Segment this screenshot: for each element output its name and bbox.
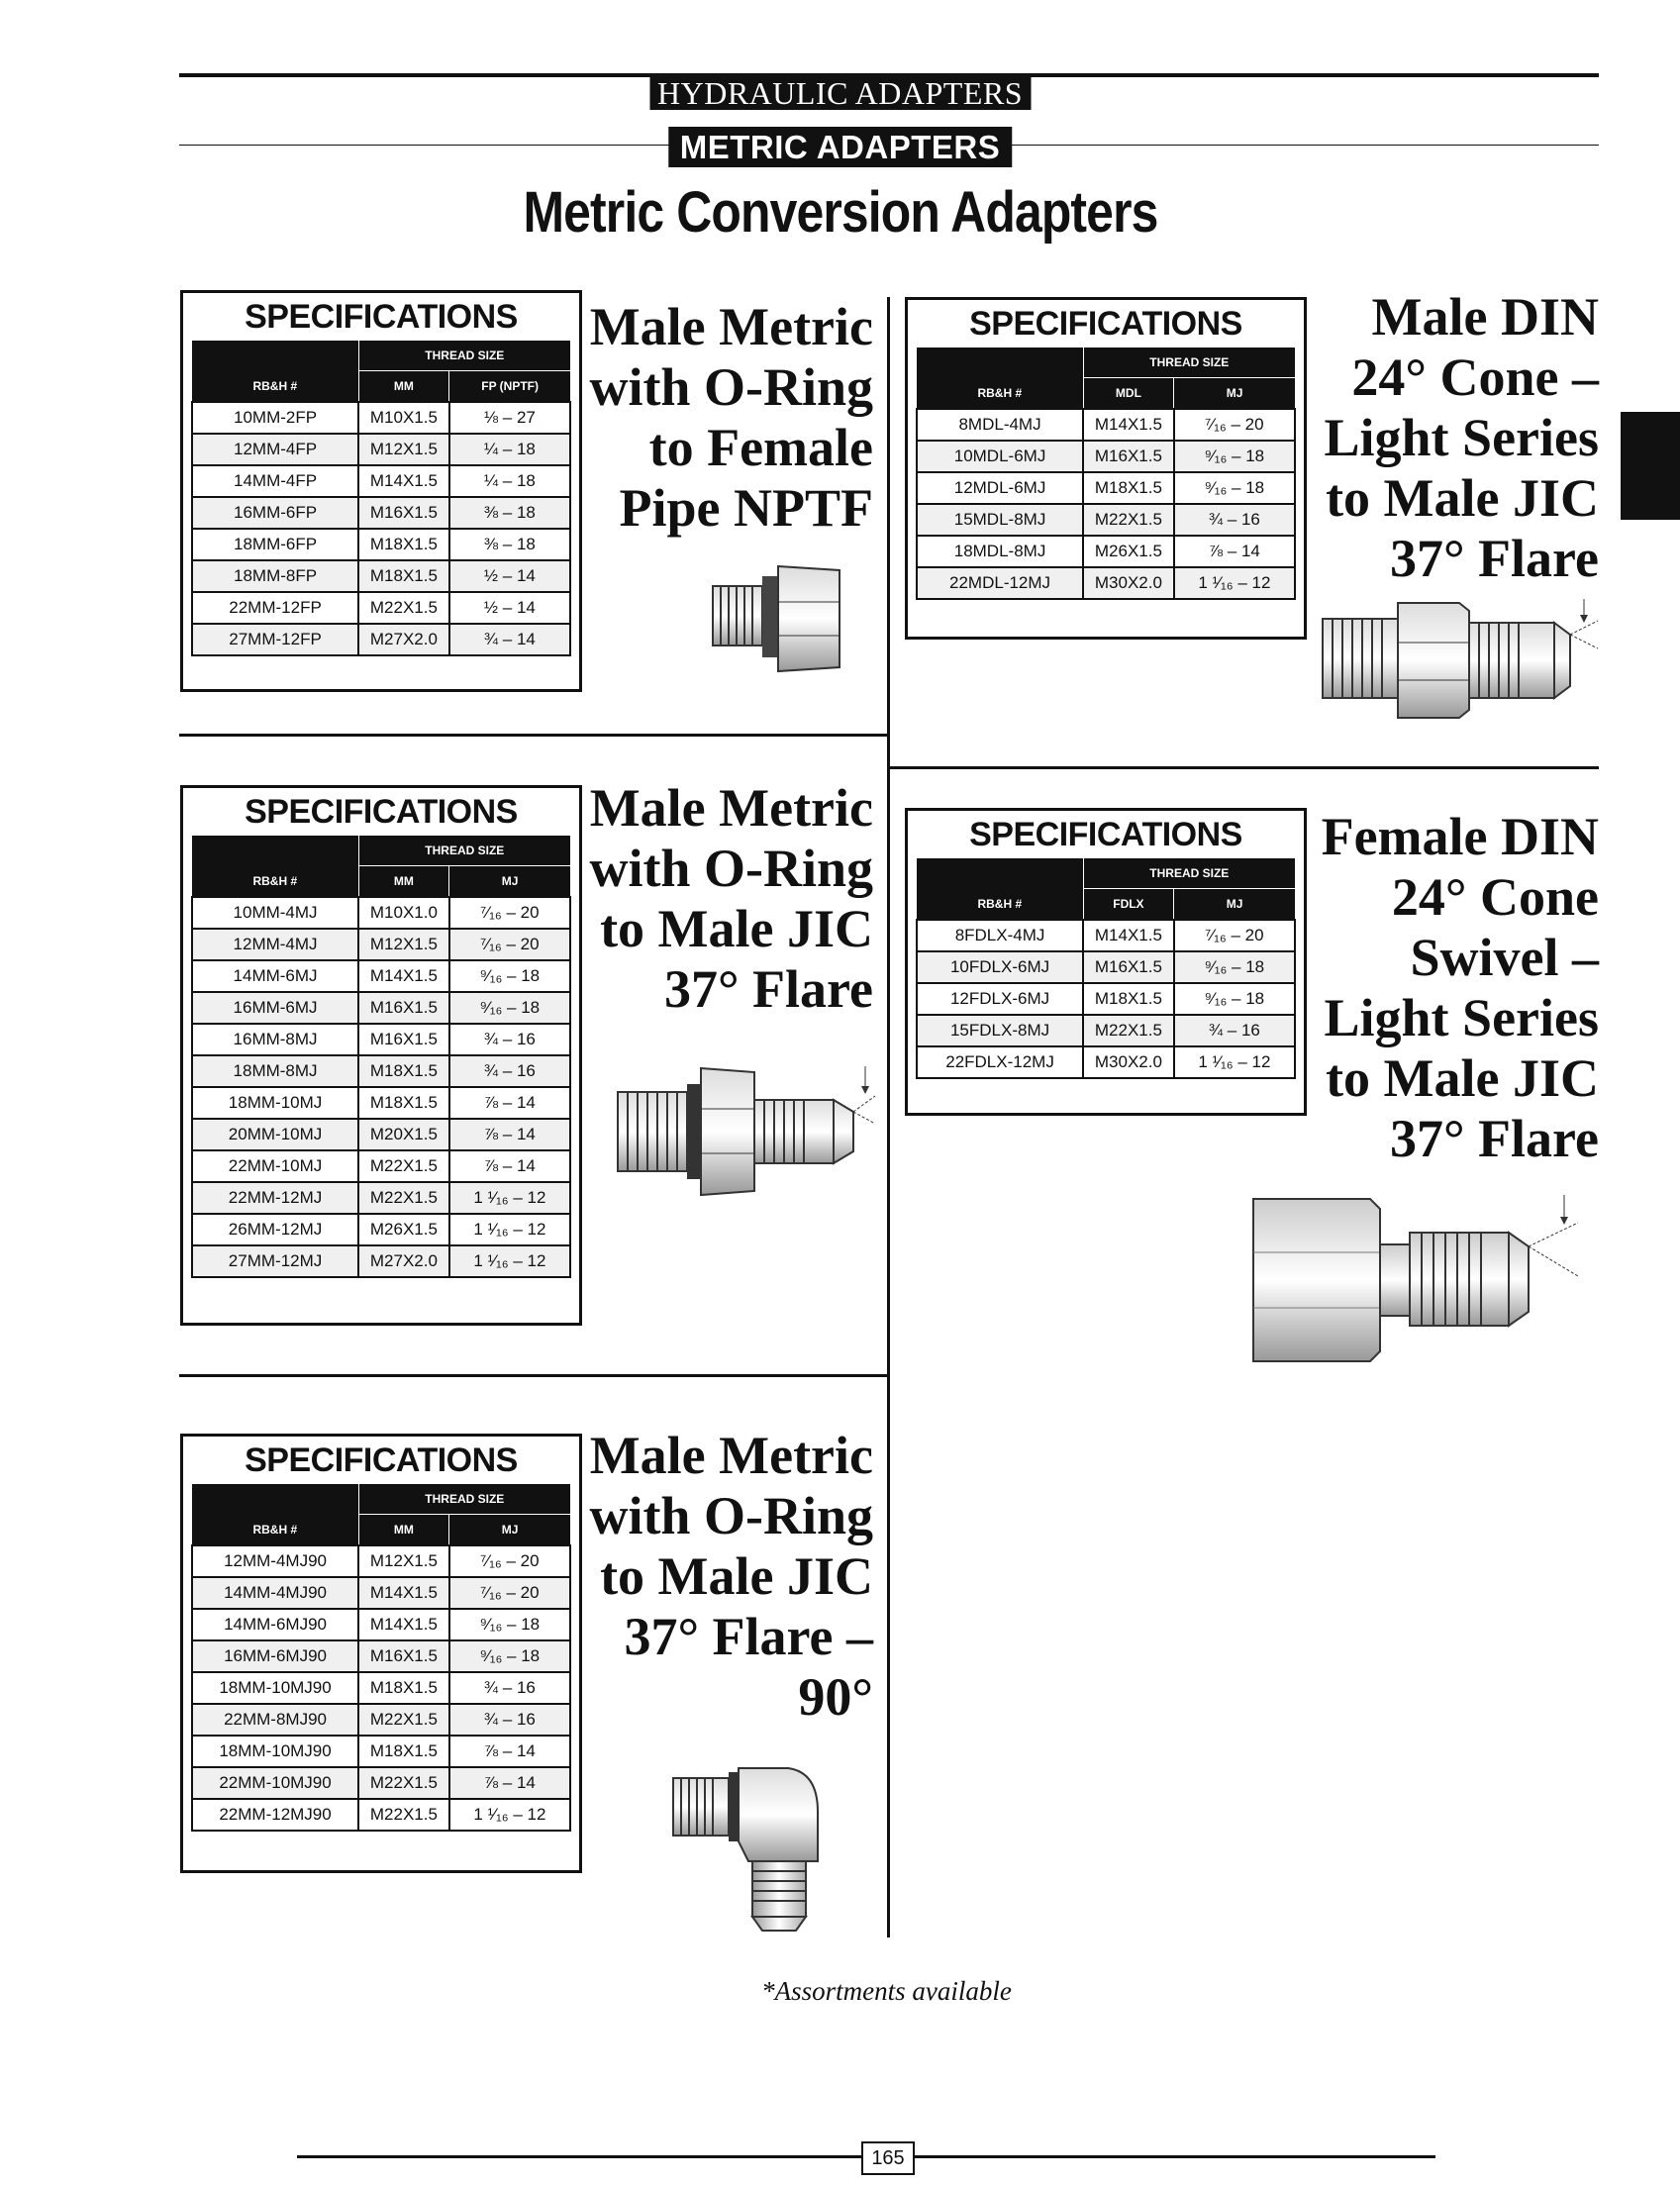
part-number-cell: 15FDLX-8MJ — [917, 1015, 1083, 1046]
inch-thread-cell: ½ – 14 — [449, 592, 570, 624]
product-title-mm-mj90 — [584, 1426, 873, 1728]
metric-thread-cell: M14X1.5 — [358, 465, 449, 497]
title-line: with O-Ring — [589, 839, 873, 898]
part-number-cell: 26MM-12MJ — [192, 1214, 358, 1245]
metric-thread-cell: M14X1.5 — [358, 1609, 449, 1640]
part-number-cell: 22MM-12MJ90 — [192, 1799, 358, 1831]
inch-thread-cell: ⅞ – 14 — [449, 1736, 570, 1767]
inch-thread-cell: ⁹⁄₁₆ – 18 — [1174, 472, 1295, 504]
title-line: Male Metric — [589, 297, 873, 356]
part-number-cell: 12FDLX-6MJ — [917, 983, 1083, 1015]
inch-thread-cell: ¾ – 16 — [449, 1672, 570, 1704]
fitting-image-mm-mj — [616, 1064, 878, 1198]
table-row — [917, 920, 1295, 951]
metric-thread-cell: M22X1.5 — [1083, 1015, 1174, 1046]
title-line: 37° Flare — [1389, 1109, 1599, 1168]
metric-thread-cell: M27X2.0 — [358, 624, 449, 655]
part-number-cell: 14MM-6MJ — [192, 960, 358, 992]
col-header-fp: FP (NPTF) — [449, 371, 570, 403]
metric-thread-cell: M20X1.5 — [358, 1119, 449, 1150]
metric-thread-cell: M14X1.5 — [358, 1577, 449, 1609]
page-number: 165 — [861, 2141, 915, 2175]
spec-title: SPECIFICATIONS — [969, 305, 1242, 343]
title-line: 37° Flare — [663, 959, 873, 1019]
metric-thread-cell: M22X1.5 — [358, 1182, 449, 1214]
title-line: with O-Ring — [589, 357, 873, 417]
inch-thread-cell: 1 ¹⁄₁₆ – 12 — [449, 1245, 570, 1277]
table-row — [192, 1245, 570, 1277]
col-header-blank — [192, 836, 358, 866]
metric-thread-cell: M22X1.5 — [358, 1767, 449, 1799]
spec-table-mm-fp — [180, 290, 582, 692]
table-row — [917, 409, 1295, 441]
inch-thread-cell: ⅛ – 27 — [449, 402, 570, 434]
inch-thread-cell: 1 ¹⁄₁₆ – 12 — [449, 1799, 570, 1831]
inch-thread-cell: ⁷⁄₁₆ – 20 — [1174, 920, 1295, 951]
inch-thread-cell: ¾ – 14 — [449, 624, 570, 655]
inch-thread-cell: ⁹⁄₁₆ – 18 — [449, 960, 570, 992]
title-line: 37° Flare — [1389, 529, 1599, 588]
thread-size-header: THREAD SIZE — [1083, 858, 1295, 889]
metric-thread-cell: M26X1.5 — [358, 1214, 449, 1245]
metric-thread-cell: M22X1.5 — [358, 1150, 449, 1182]
table-row — [192, 897, 570, 929]
inch-thread-cell: ¾ – 16 — [1174, 1015, 1295, 1046]
table-row — [917, 567, 1295, 599]
table-row — [192, 1767, 570, 1799]
inch-thread-cell: ¾ – 16 — [449, 1055, 570, 1087]
metric-thread-cell: M16X1.5 — [358, 497, 449, 529]
title-line: Pipe NPTF — [619, 478, 873, 538]
table-row — [192, 960, 570, 992]
spec-title: SPECIFICATIONS — [245, 298, 518, 336]
category-label: HYDRAULIC ADAPTERS — [649, 76, 1031, 110]
inch-thread-cell: ⁹⁄₁₆ – 18 — [1174, 441, 1295, 472]
title-line: 37° Flare – — [624, 1607, 873, 1666]
fitting-image-mdl-mj — [1321, 599, 1603, 723]
title-line: Light Series — [1324, 408, 1599, 467]
metric-thread-cell: M26X1.5 — [1083, 536, 1174, 567]
table-row — [192, 1799, 570, 1831]
product-title-mm-fp — [584, 297, 873, 539]
inch-thread-cell: ⅜ – 18 — [449, 497, 570, 529]
part-number-cell: 18MM-6FP — [192, 529, 358, 560]
left-divider-2 — [179, 1374, 888, 1377]
metric-thread-cell: M12X1.5 — [358, 434, 449, 465]
metric-thread-cell: M12X1.5 — [358, 929, 449, 960]
col-header-blank — [917, 858, 1083, 889]
table-row — [192, 624, 570, 655]
table-row — [917, 951, 1295, 983]
table-row — [917, 536, 1295, 567]
inch-thread-cell: 1 ¹⁄₁₆ – 12 — [449, 1214, 570, 1245]
table-row — [917, 1015, 1295, 1046]
metric-thread-cell: M18X1.5 — [358, 1672, 449, 1704]
thread-size-header: THREAD SIZE — [358, 1484, 570, 1515]
metric-thread-cell: M12X1.5 — [358, 1545, 449, 1577]
part-number-cell: 18MM-10MJ — [192, 1087, 358, 1119]
part-number-cell: 22MM-10MJ90 — [192, 1767, 358, 1799]
metric-thread-cell: M16X1.5 — [1083, 441, 1174, 472]
metric-thread-cell: M22X1.5 — [358, 1799, 449, 1831]
table-row — [192, 1119, 570, 1150]
part-number-cell: 10MM-4MJ — [192, 897, 358, 929]
col-header-rbh: RB&H # — [192, 1515, 358, 1546]
title-line: Swivel – — [1410, 928, 1599, 987]
part-number-cell: 27MM-12MJ — [192, 1245, 358, 1277]
part-number-cell: 18MM-8FP — [192, 560, 358, 592]
inch-thread-cell: ⁷⁄₁₆ – 20 — [449, 897, 570, 929]
table-row — [192, 402, 570, 434]
table-row — [917, 1046, 1295, 1078]
col-header-rbh: RB&H # — [917, 889, 1083, 921]
spec-title: SPECIFICATIONS — [969, 816, 1242, 853]
table-row — [192, 497, 570, 529]
part-number-cell: 18MM-8MJ — [192, 1055, 358, 1087]
table-row — [192, 1672, 570, 1704]
table-row — [917, 504, 1295, 536]
part-number-cell: 10FDLX-6MJ — [917, 951, 1083, 983]
spec-table-mdl-mj — [905, 297, 1307, 640]
part-number-cell: 22MM-10MJ — [192, 1150, 358, 1182]
title-line: 24° Cone — [1391, 867, 1599, 927]
metric-thread-cell: M16X1.5 — [358, 1640, 449, 1672]
subcategory-label: METRIC ADAPTERS — [668, 127, 1012, 167]
vertical-divider — [887, 297, 890, 1937]
inch-thread-cell: ⅞ – 14 — [449, 1087, 570, 1119]
title-line: to Female — [648, 418, 873, 477]
part-number-cell: 14MM-6MJ90 — [192, 1609, 358, 1640]
table-row — [192, 1024, 570, 1055]
metric-thread-cell: M14X1.5 — [1083, 920, 1174, 951]
part-number-cell: 16MM-6MJ90 — [192, 1640, 358, 1672]
title-line: Male Metric — [589, 778, 873, 838]
part-number-cell: 14MM-4MJ90 — [192, 1577, 358, 1609]
part-number-cell: 12MDL-6MJ — [917, 472, 1083, 504]
part-number-cell: 16MM-8MJ — [192, 1024, 358, 1055]
col-header-mj: MJ — [1174, 889, 1295, 921]
part-number-cell: 20MM-10MJ — [192, 1119, 358, 1150]
inch-thread-cell: ⅜ – 18 — [449, 529, 570, 560]
footnote: *Assortments available — [761, 1976, 1012, 2006]
table-row — [192, 1704, 570, 1736]
metric-thread-cell: M16X1.5 — [1083, 951, 1174, 983]
inch-thread-cell: ⁷⁄₁₆ – 20 — [449, 929, 570, 960]
col-header-mj: MJ — [1174, 378, 1295, 410]
inch-thread-cell: 1 ¹⁄₁₆ – 12 — [449, 1182, 570, 1214]
part-number-cell: 18MM-10MJ90 — [192, 1736, 358, 1767]
metric-thread-cell: M16X1.5 — [358, 992, 449, 1024]
table-row — [192, 1214, 570, 1245]
metric-thread-cell: M10X1.5 — [358, 402, 449, 434]
fitting-image-mm-mj90 — [669, 1762, 828, 1936]
table-row — [192, 1640, 570, 1672]
metric-thread-cell: M10X1.0 — [358, 897, 449, 929]
table-row — [192, 1577, 570, 1609]
part-number-cell: 12MM-4MJ — [192, 929, 358, 960]
spec-title: SPECIFICATIONS — [245, 793, 518, 831]
inch-thread-cell: ⁷⁄₁₆ – 20 — [449, 1545, 570, 1577]
inch-thread-cell: 1 ¹⁄₁₆ – 12 — [1174, 1046, 1295, 1078]
metric-thread-cell: M22X1.5 — [1083, 504, 1174, 536]
inch-thread-cell: ⅞ – 14 — [449, 1767, 570, 1799]
title-line: 24° Cone – — [1351, 348, 1599, 407]
part-number-cell: 8FDLX-4MJ — [917, 920, 1083, 951]
table-row — [192, 1055, 570, 1087]
inch-thread-cell: ¼ – 18 — [449, 434, 570, 465]
part-number-cell: 14MM-4FP — [192, 465, 358, 497]
title-line: Male DIN — [1371, 287, 1599, 347]
thread-size-header: THREAD SIZE — [358, 341, 570, 371]
table-row — [192, 1087, 570, 1119]
table-row — [192, 929, 570, 960]
metric-thread-cell: M18X1.5 — [358, 1736, 449, 1767]
part-number-cell: 22MM-12FP — [192, 592, 358, 624]
metric-thread-cell: M18X1.5 — [1083, 472, 1174, 504]
part-number-cell: 22FDLX-12MJ — [917, 1046, 1083, 1078]
part-number-cell: 18MM-10MJ90 — [192, 1672, 358, 1704]
inch-thread-cell: ⅞ – 14 — [1174, 536, 1295, 567]
title-line: to Male JIC — [600, 1546, 873, 1606]
inch-thread-cell: ⁷⁄₁₆ – 20 — [449, 1577, 570, 1609]
spec-table-fdlx-mj — [905, 808, 1307, 1116]
metric-thread-cell: M18X1.5 — [1083, 983, 1174, 1015]
inch-thread-cell: ⁹⁄₁₆ – 18 — [449, 1640, 570, 1672]
part-number-cell: 8MDL-4MJ — [917, 409, 1083, 441]
title-line: to Male JIC — [1326, 468, 1599, 528]
table-row — [192, 1736, 570, 1767]
col-header-rbh: RB&H # — [917, 378, 1083, 410]
table-row — [917, 472, 1295, 504]
table-row — [192, 1609, 570, 1640]
inch-thread-cell: ¾ – 16 — [1174, 504, 1295, 536]
title-line: with O-Ring — [589, 1486, 873, 1545]
right-divider-1 — [890, 766, 1599, 769]
section-tab-marker — [1621, 412, 1680, 520]
title-line: 90° — [798, 1667, 873, 1727]
spec-table-mm-mj90 — [180, 1434, 582, 1873]
col-header-mm: MM — [358, 866, 449, 898]
part-number-cell: 22MM-12MJ — [192, 1182, 358, 1214]
table-row — [192, 1545, 570, 1577]
inch-thread-cell: ⅞ – 14 — [449, 1119, 570, 1150]
metric-thread-cell: M14X1.5 — [358, 960, 449, 992]
table-row — [192, 592, 570, 624]
part-number-cell: 16MM-6FP — [192, 497, 358, 529]
metric-thread-cell: M14X1.5 — [1083, 409, 1174, 441]
part-number-cell: 12MM-4FP — [192, 434, 358, 465]
inch-thread-cell: ¼ – 18 — [449, 465, 570, 497]
inch-thread-cell: ⁷⁄₁₆ – 20 — [1174, 409, 1295, 441]
col-header-fdlx: FDLX — [1083, 889, 1174, 921]
col-header-mm: MM — [358, 371, 449, 403]
metric-thread-cell: M18X1.5 — [358, 1087, 449, 1119]
title-line: Female DIN — [1321, 807, 1599, 866]
col-header-mm: MM — [358, 1515, 449, 1546]
metric-thread-cell: M18X1.5 — [358, 1055, 449, 1087]
inch-thread-cell: ⁹⁄₁₆ – 18 — [449, 1609, 570, 1640]
part-number-cell: 15MDL-8MJ — [917, 504, 1083, 536]
product-title-mdl-mj — [1307, 287, 1599, 589]
metric-thread-cell: M27X2.0 — [358, 1245, 449, 1277]
part-number-cell: 27MM-12FP — [192, 624, 358, 655]
product-title-mm-mj — [584, 778, 873, 1020]
part-number-cell: 18MDL-8MJ — [917, 536, 1083, 567]
title-line: Male Metric — [589, 1426, 873, 1485]
spec-table-mm-mj — [180, 785, 582, 1326]
table-row — [192, 434, 570, 465]
table-row — [192, 560, 570, 592]
title-line: Light Series — [1324, 988, 1599, 1047]
product-title-fdlx-mj — [1307, 807, 1599, 1169]
metric-thread-cell: M18X1.5 — [358, 560, 449, 592]
table-row — [192, 1182, 570, 1214]
title-line: to Male JIC — [1326, 1048, 1599, 1108]
col-header-blank — [917, 348, 1083, 378]
table-row — [192, 1150, 570, 1182]
left-divider-1 — [179, 734, 888, 737]
part-number-cell: 10MM-2FP — [192, 402, 358, 434]
table-row — [192, 529, 570, 560]
part-number-cell: 10MDL-6MJ — [917, 441, 1083, 472]
part-number-cell: 22MM-8MJ90 — [192, 1704, 358, 1736]
inch-thread-cell: 1 ¹⁄₁₆ – 12 — [1174, 567, 1295, 599]
metric-thread-cell: M30X2.0 — [1083, 567, 1174, 599]
part-number-cell: 12MM-4MJ90 — [192, 1545, 358, 1577]
fitting-image-mm-fp — [711, 564, 844, 673]
part-number-cell: 22MDL-12MJ — [917, 567, 1083, 599]
title-line: to Male JIC — [600, 899, 873, 958]
metric-thread-cell: M22X1.5 — [358, 1704, 449, 1736]
table-row — [917, 983, 1295, 1015]
table-row — [192, 465, 570, 497]
table-row — [192, 992, 570, 1024]
metric-thread-cell: M16X1.5 — [358, 1024, 449, 1055]
table-row — [917, 441, 1295, 472]
metric-thread-cell: M18X1.5 — [358, 529, 449, 560]
metric-thread-cell: M30X2.0 — [1083, 1046, 1174, 1078]
page-title: Metric Conversion Adapters — [523, 180, 1158, 245]
fitting-image-fdlx-mj — [1251, 1193, 1588, 1366]
col-header-rbh: RB&H # — [192, 866, 358, 898]
col-header-mj: MJ — [449, 866, 570, 898]
col-header-rbh: RB&H # — [192, 371, 358, 403]
inch-thread-cell: ⁹⁄₁₆ – 18 — [1174, 983, 1295, 1015]
inch-thread-cell: ¾ – 16 — [449, 1704, 570, 1736]
inch-thread-cell: ½ – 14 — [449, 560, 570, 592]
spec-title: SPECIFICATIONS — [245, 1441, 518, 1479]
col-header-blank — [192, 1484, 358, 1515]
inch-thread-cell: ⁹⁄₁₆ – 18 — [1174, 951, 1295, 983]
thread-size-header: THREAD SIZE — [1083, 348, 1295, 378]
part-number-cell: 16MM-6MJ — [192, 992, 358, 1024]
inch-thread-cell: ⁹⁄₁₆ – 18 — [449, 992, 570, 1024]
thread-size-header: THREAD SIZE — [358, 836, 570, 866]
col-header-mdl: MDL — [1083, 378, 1174, 410]
col-header-mj: MJ — [449, 1515, 570, 1546]
metric-thread-cell: M22X1.5 — [358, 592, 449, 624]
inch-thread-cell: ⅞ – 14 — [449, 1150, 570, 1182]
col-header-blank — [192, 341, 358, 371]
inch-thread-cell: ¾ – 16 — [449, 1024, 570, 1055]
